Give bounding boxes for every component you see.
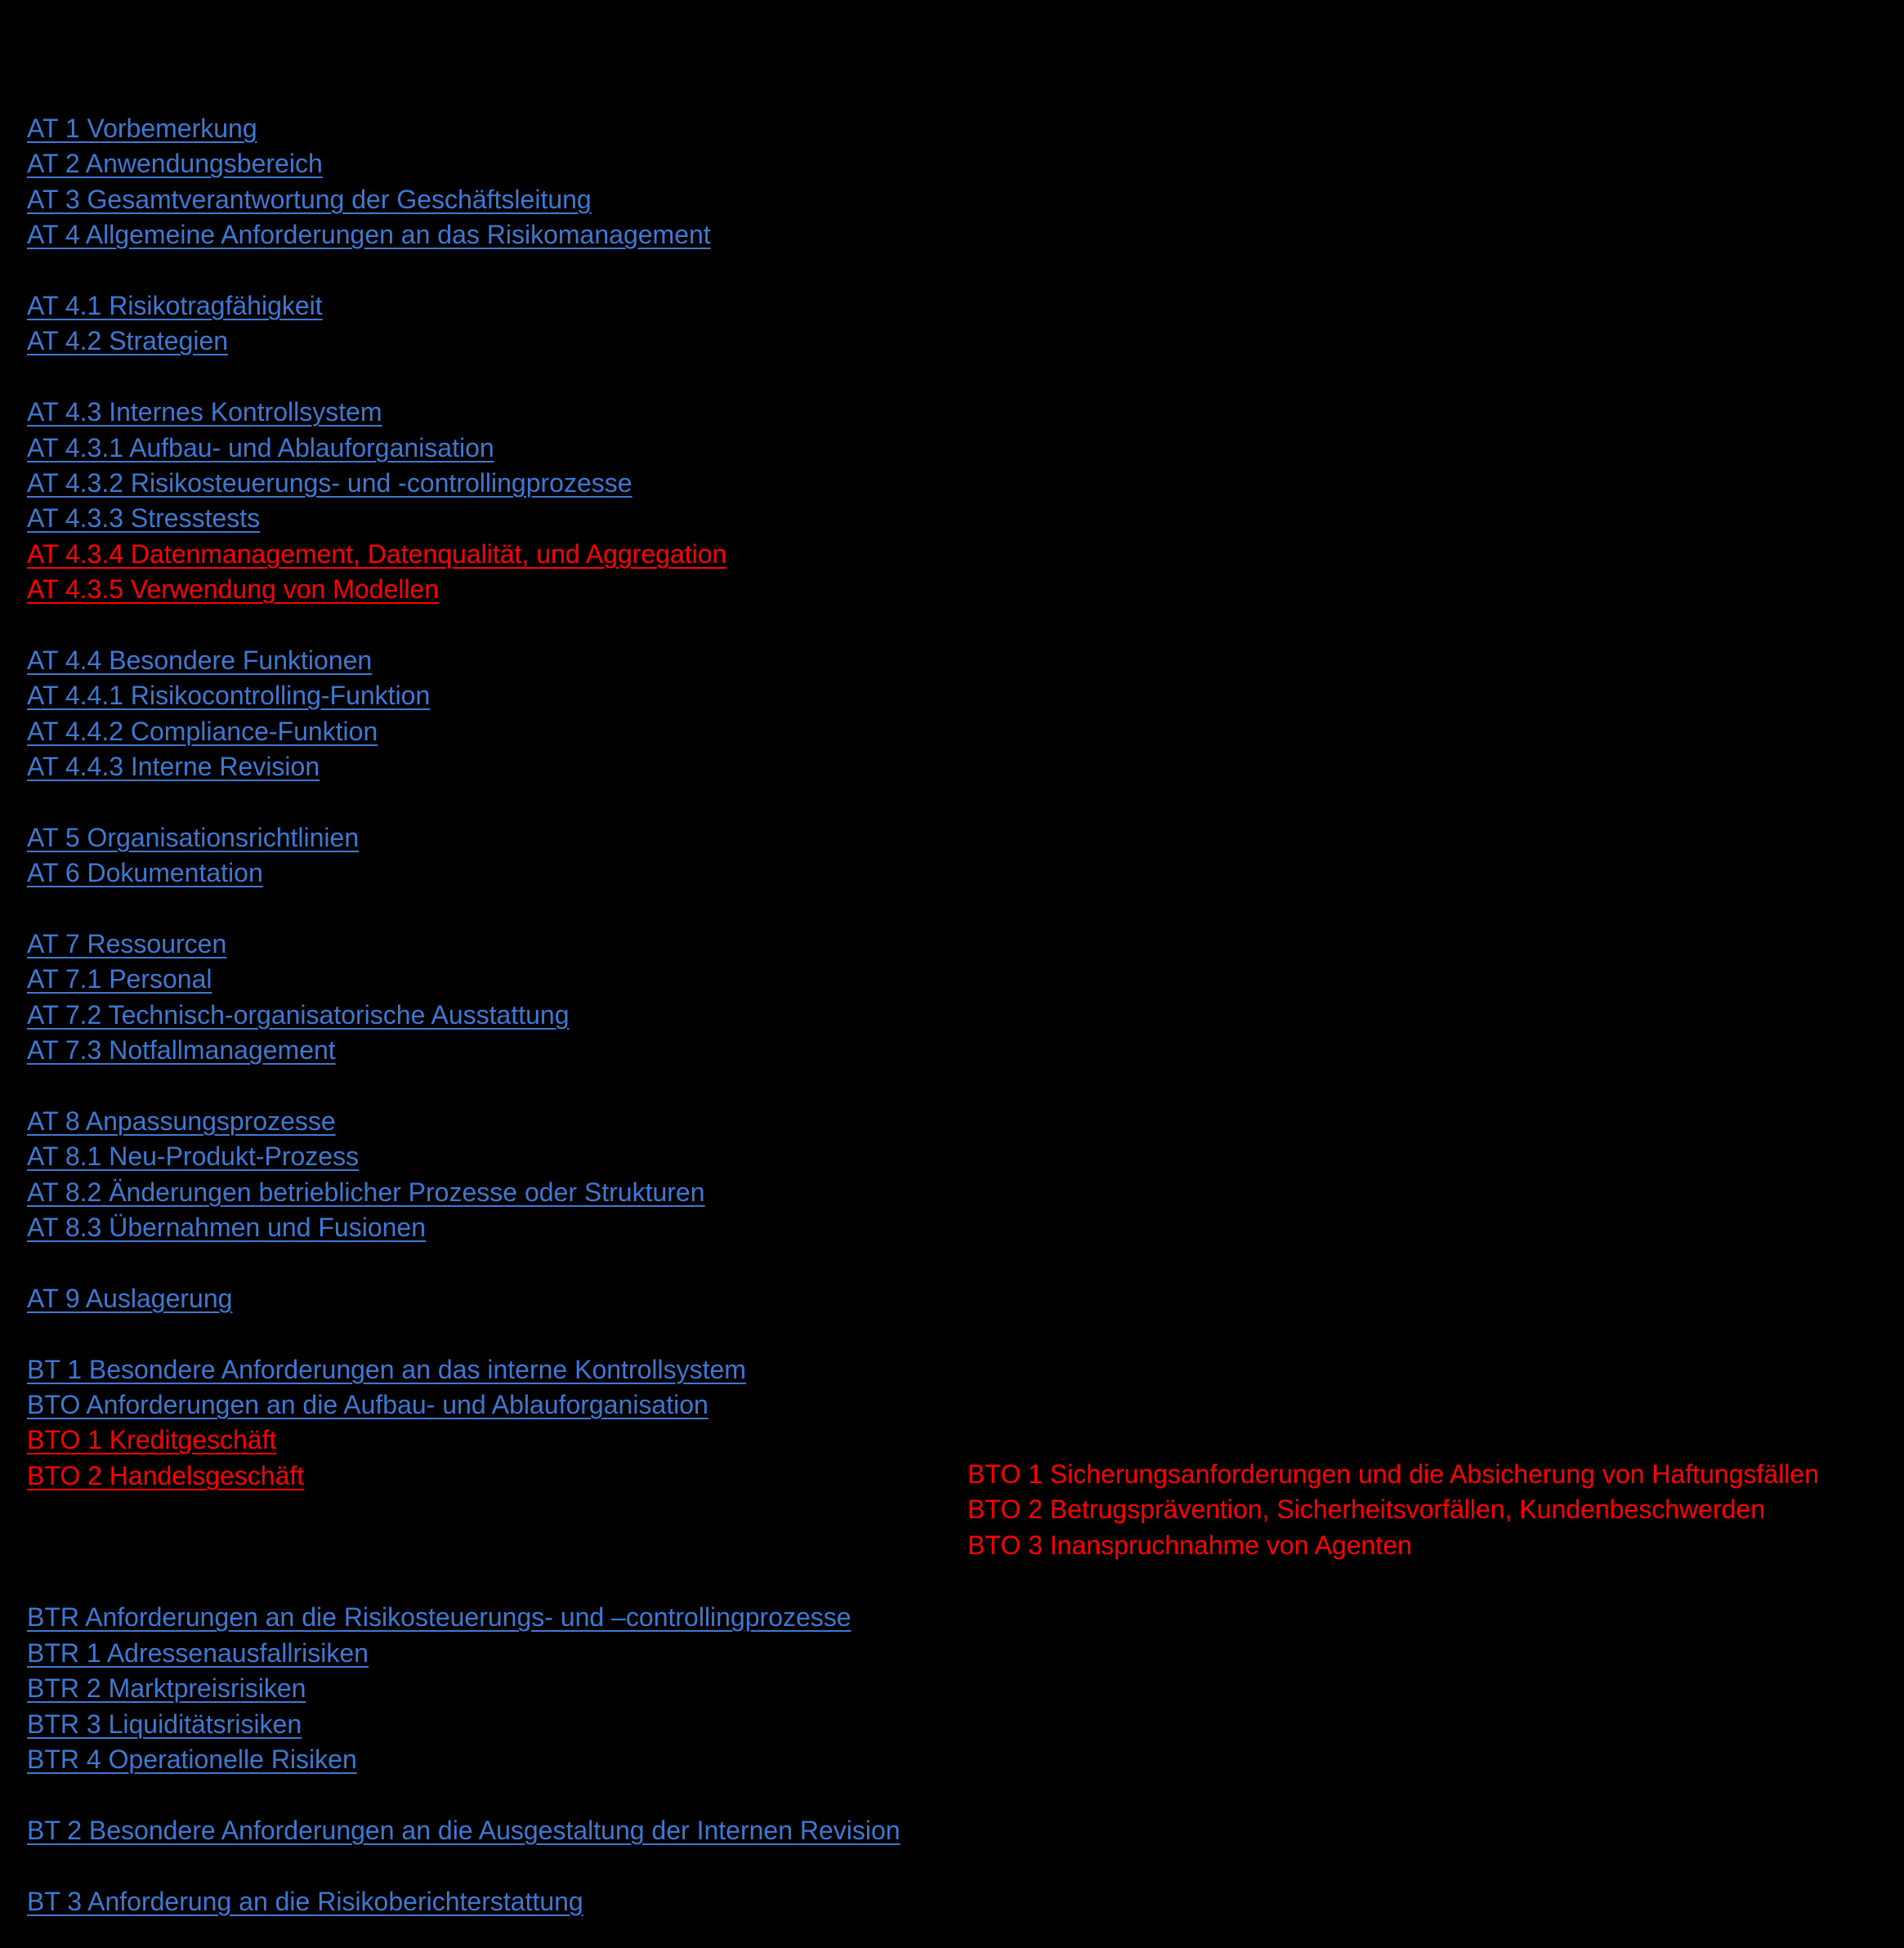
- toc-link[interactable]: AT 4.4.1 Risikocontrolling-Funktion: [27, 681, 431, 711]
- table-of-contents: [27, 111, 991, 1919]
- toc-link[interactable]: BTR Anforderungen an die Risikosteuerungs- und –controllingprozesse: [27, 1602, 851, 1633]
- toc-entry: [27, 998, 991, 1033]
- toc-spacer: [27, 1565, 991, 1600]
- toc-link[interactable]: AT 7.2 Technisch-organisatorische Ausstattung: [27, 999, 570, 1030]
- toc-entry: [27, 288, 991, 324]
- toc-entry: [27, 1600, 991, 1635]
- toc-entry: [27, 537, 991, 572]
- toc-link[interactable]: AT 8.3 Übernahmen und Fusionen: [27, 1213, 427, 1243]
- toc-link[interactable]: AT 7.1 Personal: [27, 964, 212, 994]
- toc-entry: [27, 1387, 991, 1423]
- toc-spacer: [27, 360, 991, 395]
- toc-link[interactable]: AT 6 Dokumentation: [27, 858, 263, 888]
- toc-spacer: [27, 1777, 991, 1812]
- toc-link[interactable]: AT 1 Vorbemerkung: [27, 114, 257, 143]
- toc-entry: [27, 749, 991, 784]
- toc-link[interactable]: AT 9 Auslagerung: [27, 1283, 233, 1313]
- toc-link[interactable]: AT 4.4.2 Compliance-Funktion: [27, 716, 378, 746]
- toc-entry: [27, 714, 991, 749]
- toc-spacer: [27, 1848, 991, 1883]
- side-note: BTO 1 Sicherungsanforderungen und die Absicherung von Haftungsfällen: [968, 1459, 1819, 1489]
- toc-entry: [27, 1459, 991, 1494]
- toc-spacer: [27, 607, 991, 642]
- toc-link[interactable]: AT 4.3.1 Aufbau- und Ablauforganisation: [27, 432, 494, 462]
- toc-spacer: [27, 1316, 991, 1352]
- toc-entry: [27, 1175, 991, 1210]
- toc-link[interactable]: AT 4 Allgemeine Anforderungen an das Risikomanagement: [27, 220, 711, 250]
- toc-link[interactable]: AT 7 Ressourcen: [27, 928, 227, 958]
- bto-side-notes: [968, 1457, 1819, 1563]
- toc-entry: [27, 1636, 991, 1671]
- toc-entry: [27, 466, 991, 501]
- toc-link[interactable]: BTO Anforderungen an die Aufbau- und Ablauforganisation: [27, 1390, 708, 1420]
- toc-link[interactable]: AT 4.3 Internes Kontrollsystem: [27, 397, 382, 427]
- toc-entry: [27, 395, 991, 430]
- toc-link[interactable]: AT 4.3.5 Verwendung von Modellen: [27, 574, 440, 605]
- toc-link[interactable]: AT 2 Anwendungsbereich: [27, 149, 323, 179]
- toc-link[interactable]: BT 2 Besondere Anforderungen an die Ausgestaltung der Internen Revision: [27, 1815, 901, 1845]
- toc-link[interactable]: BTO 2 Handelsgeschäft: [27, 1460, 305, 1490]
- toc-entry: [27, 927, 991, 962]
- toc-link[interactable]: AT 4.3.3 Stresstests: [27, 503, 261, 534]
- toc-spacer: [27, 253, 991, 288]
- toc-entry: [27, 1742, 991, 1777]
- toc-link[interactable]: AT 4.3.2 Risikosteuerungs- und -controllingprozesse: [27, 467, 632, 498]
- toc-link[interactable]: AT 4.4.3 Interne Revision: [27, 752, 320, 782]
- toc-link[interactable]: BTO 1 Kreditgeschäft: [27, 1425, 277, 1455]
- toc-entry: [27, 1139, 991, 1174]
- toc-entry: [27, 1671, 991, 1706]
- toc-link[interactable]: AT 4.4 Besondere Funktionen: [27, 645, 373, 675]
- toc-link[interactable]: BTR 4 Operationelle Risiken: [27, 1744, 357, 1774]
- toc-entry: [27, 1352, 991, 1387]
- toc-link[interactable]: BT 3 Anforderung an die Risikoberichterstattung: [27, 1886, 583, 1916]
- toc-entry: [27, 1813, 991, 1848]
- toc-spacer: [27, 1069, 991, 1104]
- toc-entry: [27, 217, 991, 252]
- toc-link[interactable]: BT 1 Besondere Anforderungen an das interne Kontrollsystem: [27, 1354, 746, 1384]
- toc-entry: [27, 1281, 991, 1316]
- toc-spacer: [27, 784, 991, 820]
- toc-link[interactable]: AT 7.3 Notfallmanagement: [27, 1035, 336, 1066]
- toc-link[interactable]: AT 3 Gesamtverantwortung der Geschäftsleitung: [27, 184, 592, 214]
- toc-entry: [27, 1033, 991, 1068]
- toc-link[interactable]: AT 4.1 Risikotragfähigkeit: [27, 290, 323, 320]
- side-note: BTO 3 Inanspruchnahme von Agenten: [968, 1530, 1412, 1560]
- toc-entry: [27, 1707, 991, 1742]
- toc-entry: [27, 643, 991, 678]
- toc-link[interactable]: AT 8.2 Änderungen betrieblicher Prozesse oder Strukturen: [27, 1177, 705, 1207]
- toc-spacer: [27, 1494, 991, 1529]
- toc-spacer: [27, 1530, 991, 1565]
- toc-entry: [27, 1104, 991, 1139]
- toc-link[interactable]: BTR 3 Liquiditätsrisiken: [27, 1709, 302, 1739]
- toc-entry: [27, 856, 991, 891]
- toc-link[interactable]: BTR 2 Marktpreisrisiken: [27, 1673, 306, 1704]
- toc-entry: [27, 501, 991, 536]
- toc-entry: [27, 962, 991, 997]
- toc-link[interactable]: AT 5 Organisationsrichtlinien: [27, 822, 360, 852]
- toc-entry: [27, 431, 991, 466]
- toc-entry: [27, 324, 991, 359]
- toc-entry: [27, 1210, 991, 1245]
- toc-entry: [27, 182, 991, 217]
- toc-entry: [27, 678, 991, 713]
- toc-link[interactable]: AT 8 Anpassungsprozesse: [27, 1106, 336, 1136]
- toc-entry: [27, 820, 991, 856]
- toc-spacer: [27, 891, 991, 927]
- toc-entry: [27, 572, 991, 607]
- toc-spacer: [27, 1246, 991, 1281]
- toc-link[interactable]: AT 4.2 Strategien: [27, 326, 229, 356]
- toc-entry: [27, 111, 991, 146]
- toc-link[interactable]: AT 8.1 Neu-Produkt-Prozess: [27, 1142, 360, 1172]
- toc-entry: [27, 146, 991, 181]
- toc-link[interactable]: BTR 1 Adressenausfallrisiken: [27, 1637, 369, 1668]
- toc-link[interactable]: AT 4.3.4 Datenmanagement, Datenqualität, und Aggregation: [27, 538, 727, 569]
- toc-entry: [27, 1884, 991, 1919]
- toc-entry: [27, 1423, 991, 1458]
- side-note: BTO 2 Betrugsprävention, Sicherheitsvorfällen, Kundenbeschwerden: [968, 1495, 1765, 1525]
